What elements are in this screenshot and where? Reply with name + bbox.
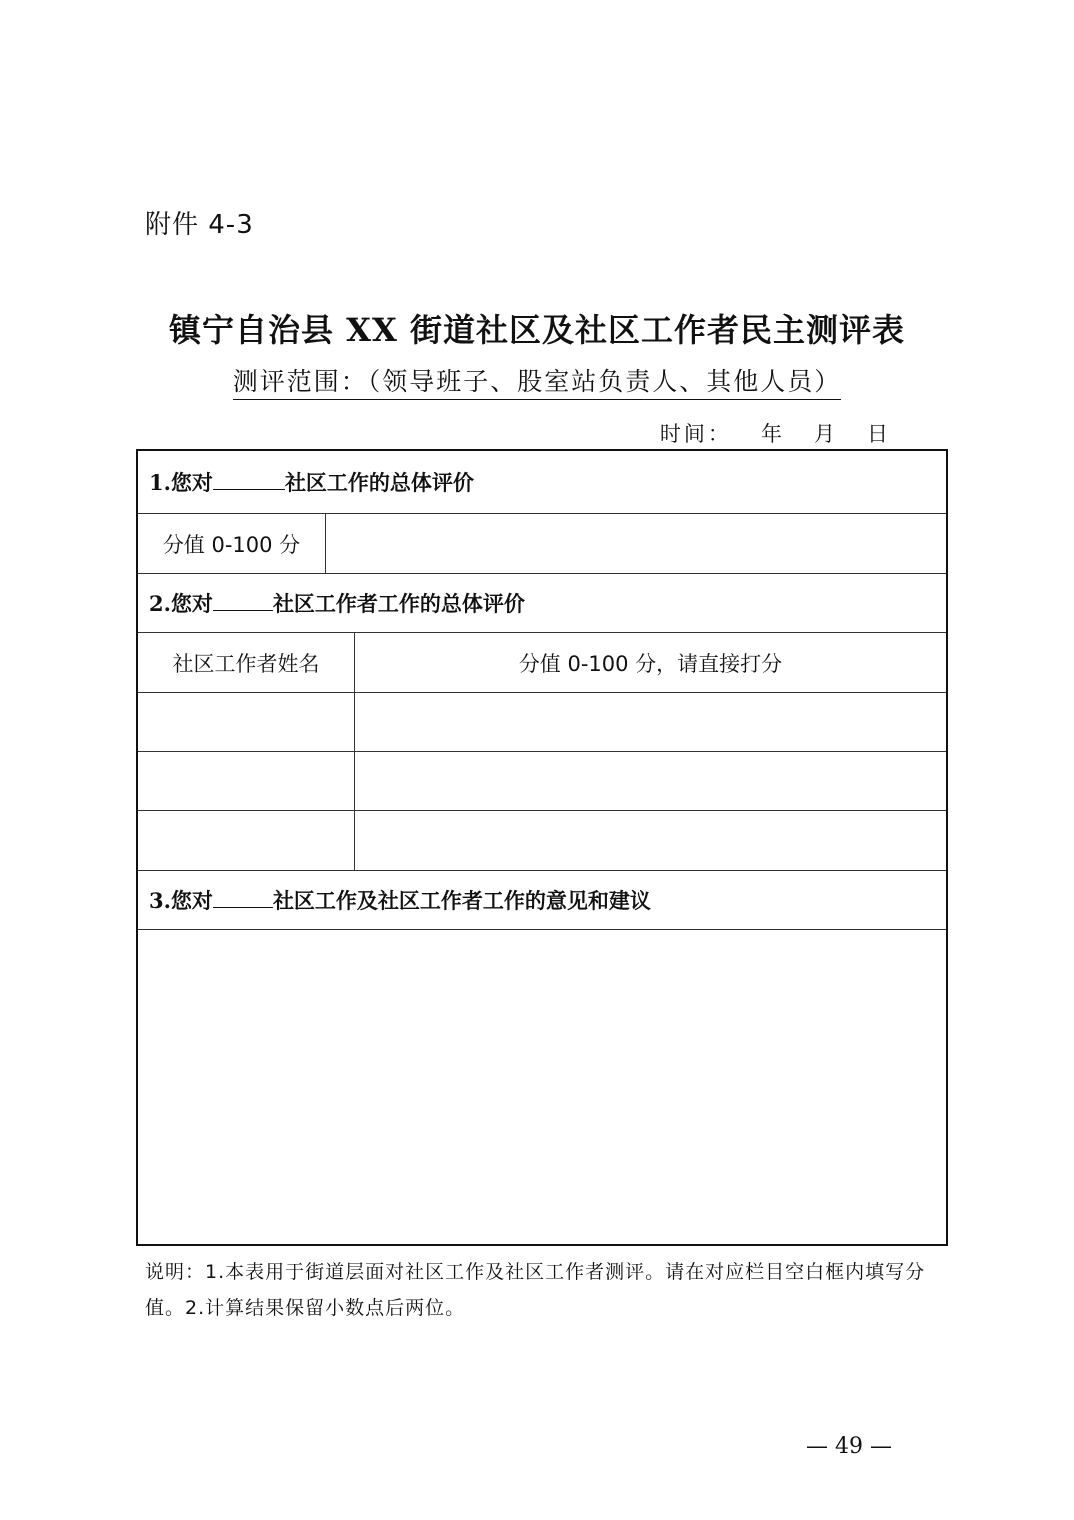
section1-community-blank[interactable] — [213, 468, 285, 490]
section3-community-blank[interactable] — [213, 886, 273, 908]
table-row — [138, 751, 946, 810]
section2-title — [138, 588, 525, 618]
section1-suffix: 社区工作的总体评价 — [284, 470, 474, 495]
section2-prefix: 2.您对 — [149, 591, 213, 616]
section1-score-label: 分值 0-100 分 — [138, 514, 326, 573]
attachment-label: 附件 4-3 — [145, 210, 254, 240]
suggestions-textarea[interactable] — [138, 929, 946, 1244]
page-number: — 49 — — [806, 1434, 892, 1459]
section1-title — [138, 467, 474, 497]
section1-score-row — [138, 513, 946, 573]
table-row — [138, 810, 946, 870]
worker-name-input[interactable] — [138, 693, 355, 751]
section3-prefix: 3.您对 — [149, 888, 213, 913]
section1-score-input[interactable] — [326, 514, 946, 573]
worker-score-input[interactable] — [355, 811, 946, 870]
section2-header — [138, 573, 946, 632]
form-title: 镇宁自治县 XX 街道社区及社区工作者民主测评表 — [169, 311, 905, 349]
date-line: 时间： 年 月 日 — [659, 422, 891, 446]
worker-score-input[interactable] — [355, 693, 946, 751]
evaluation-form — [136, 449, 948, 1246]
section2-suffix: 社区工作者工作的总体评价 — [272, 591, 525, 616]
section2-community-blank[interactable] — [213, 589, 273, 611]
worker-score-input[interactable] — [355, 752, 946, 810]
table-row — [138, 692, 946, 751]
section3-header — [138, 870, 946, 929]
section3-title — [138, 885, 651, 915]
form-note: 说明：1.本表用于街道层面对社区工作及社区工作者测评。请在对应栏目空白框内填写分值。2.计算结果保留小数点后两位。 — [145, 1261, 926, 1319]
section3-suffix: 社区工作及社区工作者工作的意见和建议 — [272, 888, 651, 913]
worker-name-input[interactable] — [138, 811, 355, 870]
section1-header — [138, 451, 946, 513]
column-score: 分值 0-100 分，请直接打分 — [518, 651, 783, 676]
column-worker-name: 社区工作者姓名 — [138, 633, 355, 692]
section2-column-header — [138, 632, 946, 692]
section1-prefix: 1.您对 — [149, 470, 213, 495]
evaluation-scope-text: 测评范围：（领导班子、股室站负责人、其他人员） — [233, 367, 842, 400]
evaluation-scope — [0, 362, 1074, 398]
worker-name-input[interactable] — [138, 752, 355, 810]
